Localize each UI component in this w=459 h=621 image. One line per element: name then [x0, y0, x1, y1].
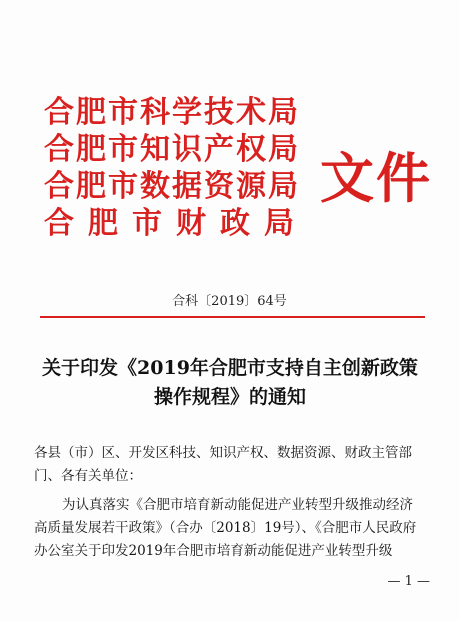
title-line-2: 操作规程》的通知: [153, 386, 306, 408]
page-number: — 1 —: [387, 574, 430, 589]
agency-name-ip: 合肥市知识产权局: [44, 132, 300, 167]
document-word: 文件: [320, 146, 432, 210]
red-divider: [40, 316, 425, 318]
salutation: 各县（市）区、开发区科技、知识产权、数据资源、财政主管部门、各有关单位：: [34, 445, 412, 484]
agency-name-science: 合肥市科学技术局: [44, 95, 300, 130]
body-paragraph: 为认真落实《合肥市培育新动能促进产业转型升级推动经济高质量发展若干政策》（合办〔2018〕19号）、《合肥市人民政府办公室关于印发2019年合肥市培育新动能促进产业转型升级: [34, 497, 417, 559]
document-body: [34, 442, 426, 563]
title-line-1: 关于印发《2019年合肥市支持自主创新政策: [42, 357, 418, 379]
document-number: 合科〔2019〕64号: [172, 294, 287, 309]
agency-name-finance: 合肥市财政局: [44, 206, 308, 241]
agency-name-data: 合肥市数据资源局: [44, 169, 300, 204]
document-title: [30, 354, 430, 412]
issuing-agencies: [44, 94, 314, 242]
